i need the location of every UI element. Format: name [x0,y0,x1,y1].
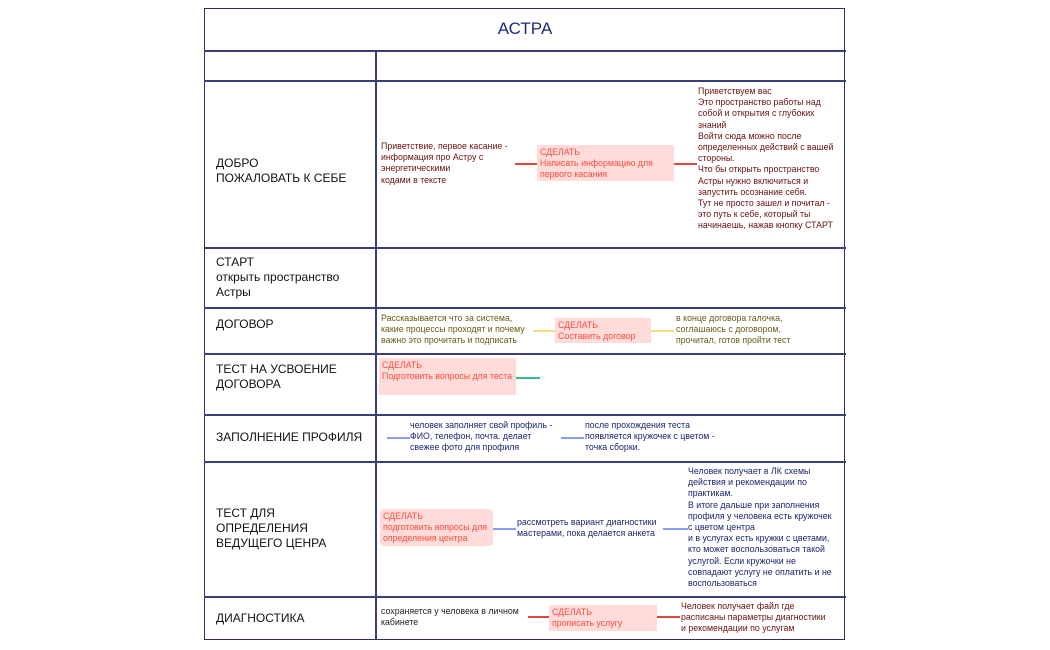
connector [657,616,680,618]
divider [204,353,846,355]
connector [663,528,688,530]
todo-text: Написать информацию для первого касания [540,158,653,180]
divider [204,80,846,82]
connector [516,377,540,379]
row-label-contract: ДОГОВОР [216,317,274,331]
row-label-start: СТАРТ открыть пространство Астры [216,255,340,299]
contract-left-note: Рассказывается что за система, какие процессы проходят и почему важно это прочитать и подписать [381,313,525,346]
divider [204,247,846,249]
todo-title: СДЕЛАТЬ [558,320,599,330]
todo-text: прописать услугу [552,618,623,629]
diagnostics-right-note: Человек получает файл где расписаны параметры диагностики и рекомендации по услугам [681,601,826,634]
todo-card [549,605,657,631]
row-label-center-test: ТЕСТ ДЛЯ ОПРЕДЕЛЕНИЯ ВЕДУЩЕГО ЦЕНРА [216,506,327,550]
divider [204,596,846,598]
divider [204,461,846,463]
connector [528,616,549,618]
todo-card [380,509,493,546]
center-test-right-note: Человек получает в ЛК схемы действия и рекомендации по практикам. В итоге дальше при заполнения профиля у человека есть кружочек с цветом центра и в услугах есть кружки с цветами, кто может воспользоваться такой услугой. Если кружочки не совпадают услугу не оплатить и не воспользоваться [688,466,832,589]
connector [387,437,410,439]
divider [204,307,846,309]
connector [561,437,584,439]
profile-left-note: человек заполняет свой профиль - ФИО, телефон, почта. делает свежее фото для профиля [410,420,553,453]
column-divider [375,50,377,640]
welcome-left-note: Приветствие, первое касание - информация про Астру с энергетическими кодами в тексте [381,141,508,185]
todo-title: СДЕЛАТЬ [382,360,423,370]
connector [533,330,555,332]
todo-text: Подготовить вопросы для теста [382,371,513,382]
row-label-diagnostics: ДИАГНОСТИКА [216,611,305,625]
row-label-contract-test: ТЕСТ НА УСВОЕНИЕ ДОГОВОРА [216,362,337,391]
todo-title: СДЕЛАТЬ [383,511,424,521]
row-label-welcome: ДОБРО ПОЖАЛОВАТЬ К СЕБЕ [216,156,347,185]
welcome-right-note: Приветствуем вас Это пространство работы над собой и открытия с глубоких знаний Войти сюда можно после определенных действий с вашей стороны. Что бы открыть пространство Астры нужно включиться и запустить осознание себя. Тут не просто зашел и почитал - это путь к себе, который ты начинаешь, нажав кнопку СТАРТ [698,86,834,231]
page-title: АСТРА [497,19,553,38]
connector [651,330,674,332]
connector [674,163,697,165]
diagnostics-left-note: сохраняется у человека в личном кабинете [381,606,519,628]
todo-card [555,318,651,343]
profile-right-note: после прохождения теста появляется кружочек с цветом - точка сборки. [585,420,715,453]
todo-card [537,145,674,181]
todo-title: СДЕЛАТЬ [552,607,593,617]
todo-title: СДЕЛАТЬ [540,147,581,157]
connector [515,163,537,165]
todo-text: подготовить вопросы для определения центра [383,522,487,544]
connector [493,528,516,530]
row-label-profile: ЗАПОЛНЕНИЕ ПРОФИЛЯ [216,430,363,444]
todo-text: Составить договор [558,331,636,342]
divider [204,50,846,52]
divider [204,414,846,416]
todo-card [379,358,516,395]
center-test-middle-note: рассмотреть вариант диагностики мастерами, пока делается анкета [517,517,657,539]
contract-right-note: в конце договора галочка, соглашаюсь с договором, прочитал, готов пройти тест [676,313,791,346]
